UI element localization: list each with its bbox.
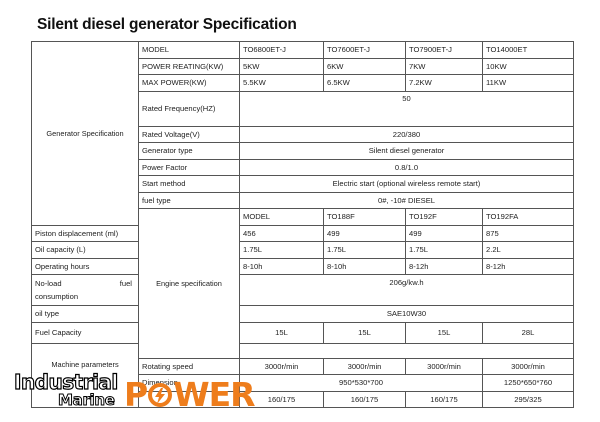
cell: 8-10h [240, 258, 324, 275]
cell: 499 [324, 225, 406, 242]
cell: 11KW [483, 75, 574, 92]
cell: TO7900ET-J [406, 42, 483, 59]
cell: 6.5KW [324, 75, 406, 92]
cell: 1.75L [240, 242, 324, 259]
cell: 160/175 [240, 391, 324, 408]
row-label: MAX POWER(KW) [139, 75, 240, 92]
cell [240, 343, 574, 358]
cell: 50 [240, 91, 574, 126]
cell: 3000r/min [240, 358, 324, 375]
cell: 2.2L [483, 242, 574, 259]
section-machine: Machine parameters [32, 358, 139, 408]
row-label: Oil capacity (L) [32, 242, 139, 259]
cell: 950*530*700 [240, 375, 483, 392]
row-label: Rated Frequency(HZ) [139, 91, 240, 126]
cell: 0.8/1.0 [240, 159, 574, 176]
cell: 220/380 [240, 126, 574, 143]
cell: 206g/kw.h [240, 275, 574, 306]
table-row [32, 322, 574, 343]
table-row [32, 258, 574, 275]
row-label: fuel type [139, 192, 240, 209]
cell: 3000r/min [483, 358, 574, 375]
section-generator: Generator Specification [32, 42, 139, 226]
cell: 1.75L [406, 242, 483, 259]
row-label: MODEL [240, 209, 324, 226]
row-label: POWER REATING(KW) [139, 58, 240, 75]
cell: Silent diesel generator [240, 143, 574, 160]
row-label: Dimension [139, 375, 240, 392]
cell: 7.2KW [406, 75, 483, 92]
row-label: Rated Voltage(V) [139, 126, 240, 143]
row-label: Piston displacement (ml) [32, 225, 139, 242]
cell: 15L [406, 322, 483, 343]
cell: 3000r/min [406, 358, 483, 375]
cell: 15L [324, 322, 406, 343]
row-label: MODEL [139, 42, 240, 59]
cell: 160/175 [406, 391, 483, 408]
row-label: Power Factor [139, 159, 240, 176]
cell: TO192F [406, 209, 483, 226]
cell: Electric start (optional wireless remote start) [240, 176, 574, 193]
cell: 7KW [406, 58, 483, 75]
cell: 499 [406, 225, 483, 242]
row-label: Fuel Capacity [32, 322, 139, 343]
watermark-logo [12, 368, 255, 418]
cell: 15L [240, 322, 324, 343]
cell: TO192FA [483, 209, 574, 226]
logo-line2: Marine [58, 391, 115, 409]
lightning-bolt-icon [148, 383, 172, 407]
cell: 3000r/min [324, 358, 406, 375]
row-label: Generator type [139, 143, 240, 160]
cell: 1.75L [324, 242, 406, 259]
table-row [32, 42, 574, 59]
cell: 8-12h [483, 258, 574, 275]
row-label: Operating hours [32, 258, 139, 275]
table-row [32, 343, 574, 358]
cell: 8-12h [406, 258, 483, 275]
section-engine: Engine specification [139, 209, 240, 359]
cell: 5KW [240, 58, 324, 75]
page-title: Silent diesel generator Specification [37, 16, 297, 33]
table-row [32, 275, 574, 306]
cell: TO6800ET-J [240, 42, 324, 59]
table-row [32, 306, 574, 323]
cell: 1250*650*760 [483, 375, 574, 392]
cell: 8-10h [324, 258, 406, 275]
row-label: oil type [32, 306, 139, 323]
cell: 0#, -10# DIESEL [240, 192, 574, 209]
cell: TO14000ET [483, 42, 574, 59]
row-label: No-load fuel consumption [32, 275, 139, 306]
spec-table [31, 41, 574, 408]
cell: TO188F [324, 209, 406, 226]
cell: 875 [483, 225, 574, 242]
table-row [32, 225, 574, 242]
cell: 6KW [324, 58, 406, 75]
cell: SAE10W30 [240, 306, 574, 323]
cell: 456 [240, 225, 324, 242]
cell: TO7600ET-J [324, 42, 406, 59]
cell: 295/325 [483, 391, 574, 408]
cell: 10KW [483, 58, 574, 75]
row-label [32, 343, 139, 358]
cell: 28L [483, 322, 574, 343]
cell: 5.5KW [240, 75, 324, 92]
row-label: Rotating speed [139, 358, 240, 375]
cell: 160/175 [324, 391, 406, 408]
logo-power-word: P WER [124, 375, 255, 414]
table-row [32, 242, 574, 259]
row-label: Start method [139, 176, 240, 193]
logo-line1: Industrial [14, 370, 118, 394]
